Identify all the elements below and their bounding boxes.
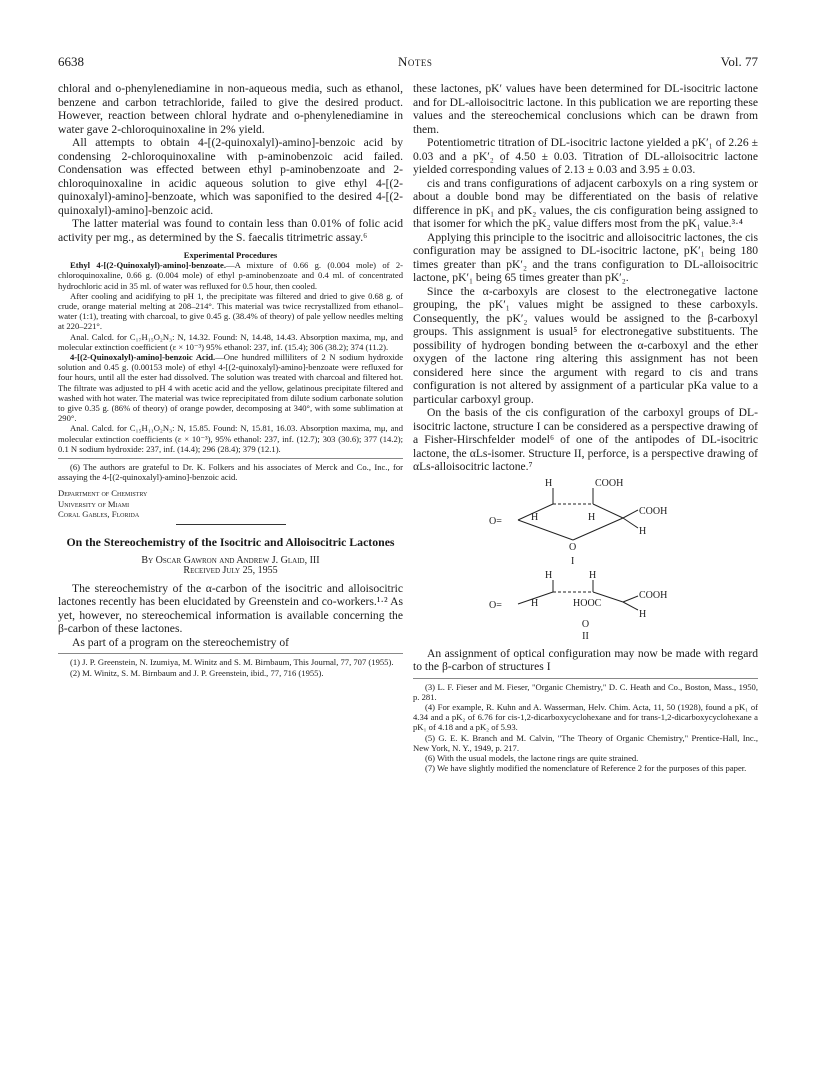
- footnote-rule: [413, 678, 758, 679]
- atom-label: H: [545, 477, 553, 489]
- footnote: (6) With the usual models, the lactone rings are quite strained.: [425, 752, 639, 763]
- divider: [176, 524, 286, 525]
- left-column: [58, 82, 403, 678]
- footnote: (4) For example, R. Kuhn and A. Wasserman, Helv. Chim. Acta, 11, 50 (1928), found a pK₁ of 4.34 and a pK₂ of 6.76 for cis-1,2-dicarboxycyclohexane and for trans-1,2-dicarboxycyclohexane a pK₁ of 4.18 and a pK₂ of 5.93.: [413, 701, 758, 733]
- page-header: [58, 54, 758, 72]
- page-number: 6638: [58, 54, 84, 69]
- experimental-paragraph: Ethyl 4-[(2-Quinoxalyl)-amino]-benzoate.—A mixture of 0.66 g. (0.004 mole) of 2-chloroquinoxaline, 0.66 g. (0.004 mole) of ethyl p-aminobenzoate and 0.4 ml. of concentrated hydrochloric acid in 35 ml. of water was refluxed for 0.5 hour, then cooled.: [58, 260, 403, 291]
- group-label: COOH: [639, 505, 668, 517]
- compound-title: 4-[(2-Quinoxalyl)-amino]-benzoic Acid.: [70, 352, 216, 363]
- paragraph: chloral and o-phenylenediamine in non-aqueous media, such as ethanol, benzene and carbon tetrachloride, failed to give the desired product. However, reaction between chloral hydrate and o-phenylenediamine in water gave 2-chloroquinoxaline in 2% yield.: [58, 82, 403, 136]
- paragraph: An assignment of optical configuration may now be made with regard to the β-carbon of structures I: [413, 646, 758, 673]
- atom-label: H: [589, 569, 597, 581]
- paragraph: cis and trans configurations of adjacent carboxyls on a ring system or about a double bond may be differentiated on the basis of relative difference in pK₁ and pK₂ values, the cis configuration being assigned to that isomer for which the pK₂ value differs most from the pK₁ value.³·⁴: [413, 176, 758, 230]
- atom-label: H: [531, 597, 539, 609]
- ring-oxygen-label: O: [581, 618, 590, 630]
- paragraph: On the basis of the cis configuration of the carboxyl groups of DL-isocitric lactone, structure I can be considered as a perspective drawing of a Fisher-Hirschfelder model⁶ of one of the antipodes of DL-isocitric lactone, the αLs-isomer. Structure II, perforce, is a perspective drawing of αLs-alloisocitric lactone.⁷: [413, 406, 758, 473]
- paragraph: The stereochemistry of the α-carbon of the isocitric and alloisocitric lactones recently has been elucidated by Greenstein and co-workers.¹·² As yet, however, no stereochemical information is available concerning the β-carbon of these lactones.: [58, 581, 403, 636]
- structure-i: [489, 478, 667, 567]
- atom-label: H: [639, 608, 647, 619]
- paragraph: Potentiometric titration of DL-isocitric lactone yielded a pK′₁ of 2.26 ± 0.03 and a pK′₂ of 4.50 ± 0.03. Titration of DL-alloisocitric lactone yielded corresponding values of 2.13 ± 0.03 and 3.95 ± 0.03.: [413, 136, 758, 176]
- group-label: HOOC: [573, 597, 602, 609]
- footnote: (2) M. Winitz, S. M. Birnbaum and J. P. Greenstein, ibid., 77, 716 (1955).: [70, 667, 324, 678]
- paragraph: Since the α-carboxyls are closest to the electronegative lactone grouping, the pK′₁ values might be assigned to these carboxyls. Consequently, the pK′₂ values would be assigned to the β-carboxyl groups. This assignment is usual⁵ for electronegative substituents. The possibility of hydrogen bonding between the α-carboxyl and the ether oxygen of the lactone ring altering this assignment has not been considered here since the argument with regard to cis and trans configuration is not altered by assignment of a particular pKa value to a particular carboxyl group.: [413, 284, 758, 406]
- atom-label: H: [639, 525, 647, 537]
- group-label: COOH: [595, 477, 624, 489]
- structure-label: I: [571, 555, 575, 567]
- compound-title: Ethyl 4-[(2-Quinoxalyl)-amino]-benzoate.: [70, 260, 227, 271]
- affiliation-line: Coral Gables, Florida: [58, 508, 140, 519]
- authors: By Oscar Gawron and Andrew J. Glaid, III: [141, 554, 320, 566]
- experimental-paragraph: After cooling and acidifying to pH 1, the precipitate was filtered and dried to give 0.68 g. of crude, orange material melting at 208–214°. This material was twice recrystallized from ethanol–water (1:1), treating with charcoal, to give 0.45 g. (38.4% of theory) of pale yellow needles melting at 220–221°.: [58, 290, 403, 332]
- received-date: Received July 25, 1955: [183, 564, 278, 576]
- structure-svg: [413, 474, 758, 619]
- atom-label: H: [588, 511, 596, 523]
- volume-label: Vol. 77: [720, 54, 758, 69]
- affiliation-line: Department of Chemistry: [58, 488, 148, 499]
- footnote: (6) The authors are grateful to Dr. K. Folkers and his associates of Merck and Co., Inc., for assaying the 4-[(2-quinoxalyl)-amino]-benzoic acid.: [58, 462, 403, 483]
- paragraph: The latter material was found to contain less than 0.01% of folic acid activity per mg., as determined by the S. faecalis titrimetric assay.⁶: [58, 217, 403, 244]
- affiliation-line: University of Miami: [58, 498, 130, 509]
- footnote: (1) J. P. Greenstein, N. Izumiya, M. Winitz and S. M. Birnbaum, This Journal, 77, 707 (1955).: [70, 657, 394, 668]
- ring-oxygen-label: O: [569, 541, 577, 553]
- footnote: (5) G. E. K. Branch and M. Calvin, "The Theory of Organic Chemistry," Prentice-Hall, Inc., New York, N. Y., 1949, p. 217.: [413, 732, 758, 753]
- footnote-rule: [58, 653, 403, 654]
- paragraph: these lactones, pK′ values have been determined for DL-isocitric lactone and for DL-alloisocitric lactone. In this publication we are reporting these values and the stereochemical conclusions which can be drawn from them.: [413, 82, 758, 136]
- group-label: COOH: [639, 589, 668, 601]
- structure-ii: [489, 570, 667, 619]
- carbonyl-label: O=: [489, 599, 502, 611]
- paragraph: All attempts to obtain 4-[(2-quinoxalyl)-amino]-benzoic acid by condensing 2-chloroquinoxaline with p-aminobenzoic acid failed. Condensation was effected between ethyl p-aminobenzoate and 2-chloroquinoxaline in acidic aqueous solution to give ethyl 4-[(2-quinoxalyl)-amino]-benzoate, which was saponified to the desired 4-[(2-quinoxalyl)-amino]-benzoic acid.: [58, 136, 403, 217]
- analysis-paragraph: Anal. Calcd. for C₁₇H₁₅O₂N₃: N, 14.32. Found: N, 14.48, 14.43. Absorption maxima, mμ, and molecular extinction coefficient (ε × 10⁻³) 95% ethanol: 237, inf. (15.4); 306 (38.2); 374 (11.2).: [58, 331, 403, 352]
- section-heading: Experimental Procedures: [183, 250, 278, 260]
- experimental-paragraph: 4-[(2-Quinoxalyl)-amino]-benzoic Acid.—One hundred milliliters of 2 N sodium hydroxide solution and 0.45 g. (0.00153 mole) of ethyl 4-[(2-quinoxalyl)-amino]-benzoate were refluxed for four hours, until all the ester had dissolved. The solution was treated with charcoal and filtered hot. The filtrate was adjusted to pH 4 with acetic acid and the yellow, gelatinous precipitate filtered and washed with hot water. The material was twice reprecipitated from dilute sodium carbonate solution to give 0.35 g. (86% of theory) of orange powder, decomposing at 340°, with some sublimation at 290°.: [58, 352, 404, 424]
- structure-label: II: [582, 630, 589, 642]
- section-title: Notes: [398, 54, 433, 69]
- paragraph: Applying this principle to the isocitric and alloisocitric lactones, the cis configuration may be assigned to DL-isocitric lactone, pK′₁ being 180 times greater than pK′₂ and the trans configuration to DL-alloisocitric lactone, pK′₁ being 65 times greater than pK′₂.: [413, 230, 758, 284]
- atom-label: H: [531, 511, 539, 523]
- footnote: (3) L. F. Fieser and M. Fieser, "Organic Chemistry," D. C. Heath and Co., Boston, Mass., 1950, p. 281.: [413, 681, 758, 702]
- article-title: On the Stereochemistry of the Isocitric and Alloisocitric Lactones: [66, 535, 395, 550]
- paragraph: As part of a program on the stereochemistry of: [72, 635, 289, 649]
- right-column: [413, 82, 758, 773]
- structure-diagrams: [413, 474, 758, 619]
- footnote-rule: [58, 458, 403, 459]
- analysis-paragraph: Anal. Calcd. for C₁₅H₁₁O₂N₃: N, 15.85. Found: N, 15.81, 16.03. Absorption maxima, mμ, and molecular extinction coefficients (ε × 10⁻³), 95% ethanol: 237, inf. (12.7); 303 (30.6); 377 (14.2); 0.1 N sodium hydroxide: 237, inf. (14.4); 296 (28.4); 379 (12.1).: [58, 423, 403, 454]
- carbonyl-label: O=: [489, 515, 502, 527]
- atom-label: H: [545, 569, 553, 581]
- footnote: (7) We have slightly modified the nomenclature of Reference 2 for the purposes of this paper.: [425, 763, 747, 774]
